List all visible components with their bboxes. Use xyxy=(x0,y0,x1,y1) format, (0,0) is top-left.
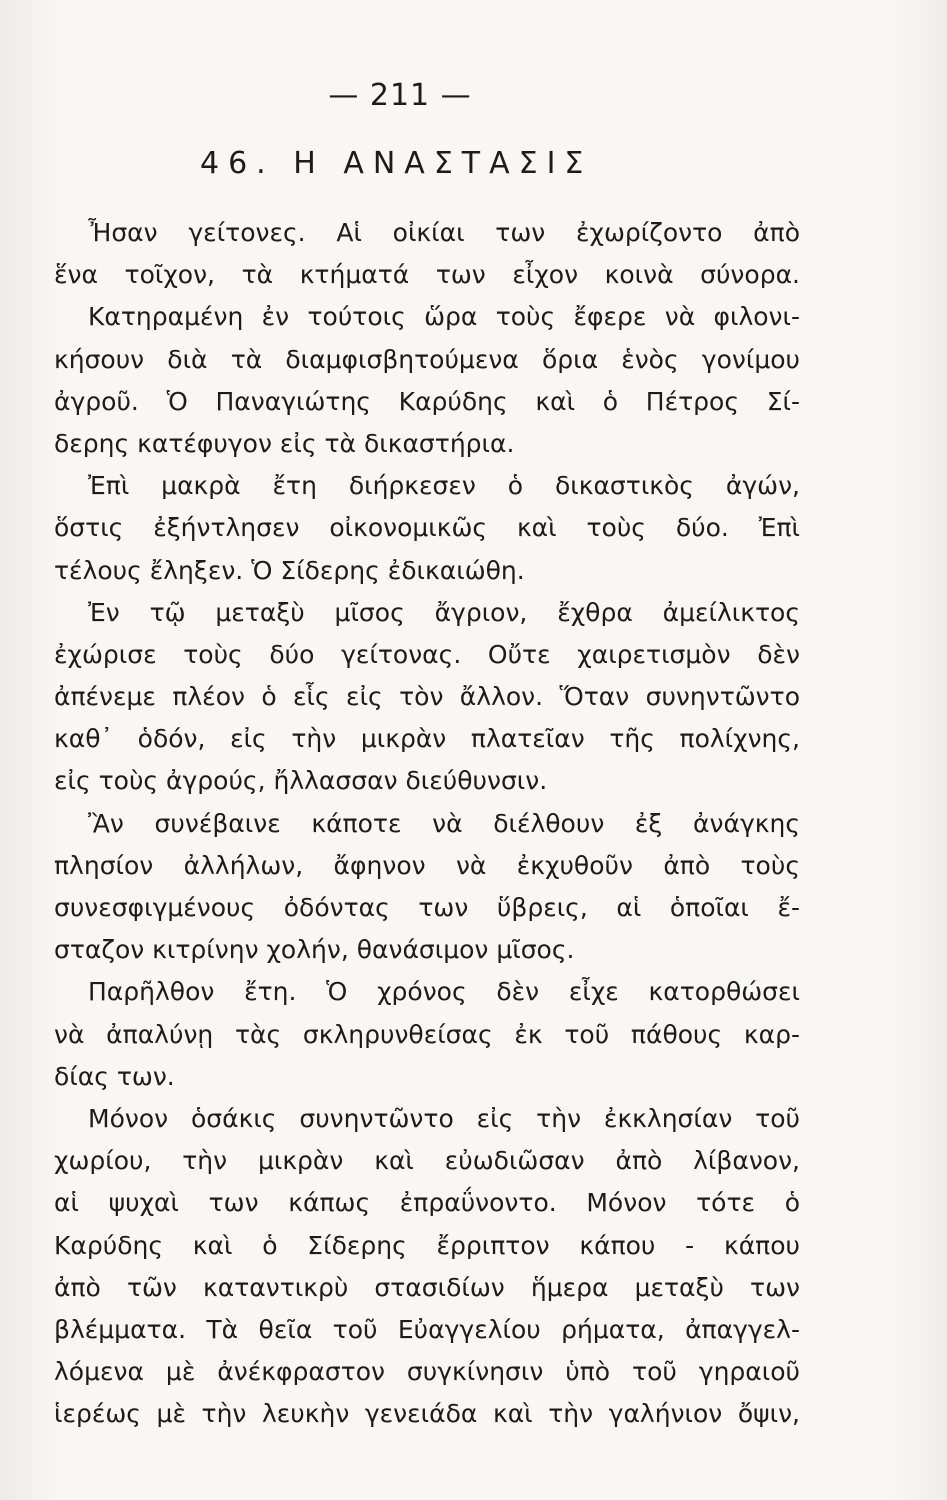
text-line: Ἦσαν γείτονες. Αἱ οἰκίαι των ἐχωρίζοντο ἀπὸ xyxy=(88,218,800,247)
text-line: Ἐπὶ μακρὰ ἔτη διήρκεσεν ὁ δικαστικὸς ἀγών, xyxy=(88,471,800,501)
text-line: ἱερέως μὲ τὴν λευκὴν γενειάδα καὶ τὴν γαλήνιον ὄψιν, xyxy=(54,1399,800,1429)
text-line: καθ᾽ ὁδόν, εἰς τὴν μικρὰν πλατεῖαν τῆς πολίχνης, xyxy=(54,724,800,754)
text-line: πλησίον ἀλλήλων, ἄφηνον νὰ ἐκχυθοῦν ἀπὸ τοὺς xyxy=(54,850,800,880)
text-line: Κατηραμένη ἐν τούτοις ὥρα τοὺς ἔφερε νὰ φιλονι- xyxy=(88,302,800,332)
text-line: συνεσφιγμένους ὀδόντας των ὕβρεις, αἱ ὁποῖαι ἔ- xyxy=(54,893,800,922)
text-line: δίας των. xyxy=(54,1061,175,1091)
text-line: βλέμματα. Τὰ θεῖα τοῦ Εὐαγγελίου ρήματα, ἀπαγγελ- xyxy=(54,1314,800,1344)
text-line: ἀγροῦ. Ὁ Παναγιώτης Καρύδης καὶ ὁ Πέτρος Σί- xyxy=(54,386,800,416)
text-line: δερης κατέφυγον εἰς τὰ δικαστήρια. xyxy=(54,428,515,458)
text-line: ὅστις ἐξήντλησεν οἰκονομικῶς καὶ τοὺς δύο. Ἐπὶ xyxy=(54,513,800,543)
text-line: ἐχώρισε τοὺς δύο γείτονας. Οὔτε χαιρετισμὸν δὲν xyxy=(54,639,800,669)
text-line: χωρίου, τὴν μικρὰν καὶ εὐωδιῶσαν ἀπὸ λίβανον, xyxy=(54,1146,800,1176)
text-line: σταζον κιτρίνην χολήν, θανάσιμον μῖσος. xyxy=(54,935,575,965)
text-line: Ἐν τῷ μεταξὺ μῖσος ἄγριον, ἔχθρα ἀμείλικτος xyxy=(88,597,800,627)
text-line: κήσουν διὰ τὰ διαμφισβητούμενα ὅρια ἑνὸς γονίμου xyxy=(54,344,800,374)
page-number: — 211 — xyxy=(328,78,472,113)
text-line: ἕνα τοῖχον, τὰ κτήματά των εἶχον κοινὰ σύνορα. xyxy=(54,260,800,290)
text-line: ἀπὸ τῶν καταντικρὺ στασιδίων ἥμερα μεταξὺ των xyxy=(54,1272,800,1302)
text-line: Καρύδης καὶ ὁ Σίδερης ἔρριπτον κάπου - κάπου xyxy=(54,1230,800,1260)
text-line: νὰ ἀπαλύνῃ τὰς σκληρυνθείσας ἐκ τοῦ πάθους καρ- xyxy=(54,1019,800,1049)
body-text xyxy=(54,212,800,1435)
text-line: λόμενα μὲ ἀνέκφραστον συγκίνησιν ὑπὸ τοῦ γηραιοῦ xyxy=(54,1357,800,1387)
text-line: εἰς τοὺς ἀγρούς, ἤλλασσαν διεύθυνσιν. xyxy=(54,766,548,796)
text-line: Ἂν συνέβαινε κάποτε νὰ διέλθουν ἐξ ἀνάγκης xyxy=(88,808,800,838)
chapter-title: 46. Η ΑΝΑΣΤΑΣΙΣ xyxy=(200,146,593,181)
text-line: Μόνον ὁσάκις συνηντῶντο εἰς τὴν ἐκκλησίαν τοῦ xyxy=(88,1103,800,1133)
text-line: τέλους ἔληξεν. Ὁ Σίδερης ἐδικαιώθη. xyxy=(54,555,525,585)
text-line: αἱ ψυχαὶ των κάπως ἐπραΰνοντο. Μόνον τότε ὁ xyxy=(54,1188,800,1218)
text-line: ἀπένεμε πλέον ὁ εἷς εἰς τὸν ἄλλον. Ὅταν συνηντῶντο xyxy=(54,682,800,712)
text-line: Παρῆλθον ἔτη. Ὁ χρόνος δὲν εἶχε κατορθώσει xyxy=(88,977,800,1007)
